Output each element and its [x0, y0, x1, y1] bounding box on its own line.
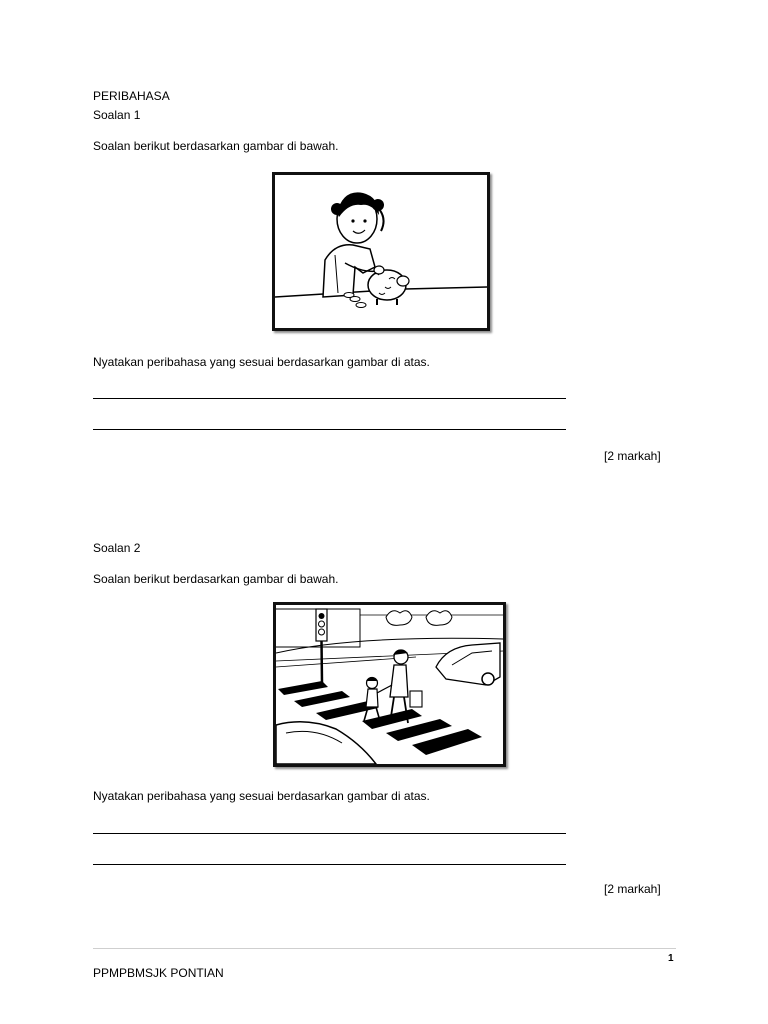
- footer-divider: [93, 948, 676, 949]
- question-2-label: Soalan 2: [93, 541, 141, 555]
- question-1-answer-line-1[interactable]: [93, 398, 566, 399]
- question-1-illustration: [272, 172, 490, 331]
- page-number: 1: [668, 953, 674, 964]
- question-1-instruction: Soalan berikut berdasarkan gambar di bawah.: [93, 139, 339, 153]
- question-1-marks: [2 markah]: [604, 449, 661, 463]
- question-1-answer-line-2[interactable]: [93, 429, 566, 430]
- question-2-marks: [2 markah]: [604, 882, 661, 896]
- question-2-prompt: Nyatakan peribahasa yang sesuai berdasarkan gambar di atas.: [93, 789, 430, 803]
- question-1-prompt: Nyatakan peribahasa yang sesuai berdasarkan gambar di atas.: [93, 355, 430, 369]
- question-2-instruction: Soalan berikut berdasarkan gambar di bawah.: [93, 572, 339, 586]
- question-2-illustration: [273, 602, 506, 767]
- question-2-answer-line-1[interactable]: [93, 833, 566, 834]
- zebra-crossing-illustration: [276, 605, 503, 764]
- question-1-label: Soalan 1: [93, 108, 141, 122]
- footer-organization: PPMPBMSJK PONTIAN: [93, 966, 224, 980]
- girl-piggy-bank-illustration: [275, 175, 487, 328]
- question-2-answer-line-2[interactable]: [93, 864, 566, 865]
- document-title: PERIBAHASA: [93, 89, 170, 103]
